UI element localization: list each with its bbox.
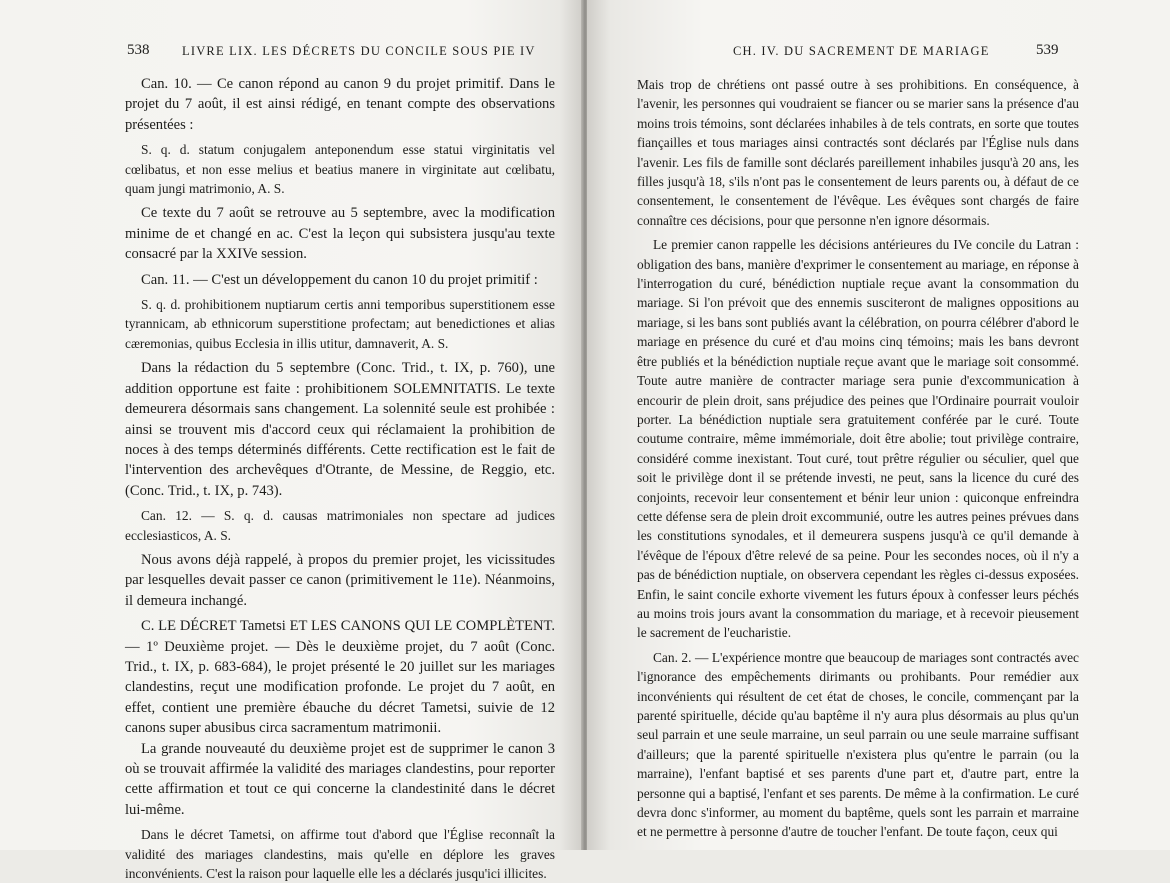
paragraph: Dans le décret Tametsi, on affirme tout d'abord que l'Église reconnaît la validité des mariages clandestins, mais qu'elle en déplore les graves inconvénients. C'est la raison pour laquelle elle les a déclarés jusqu'ici illicites. xyxy=(125,827,555,882)
paragraph: Can. 2. — L'expérience montre que beaucoup de mariages sont contractés avec l'ignorance des empêchements dirimants ou prohibants. Pour remédier aux inconvénients qui résultent de cet état de choses, le concile, commençant par la parenté spirituelle, décide qu'au baptême il n'y aura plus désormais au plus qu'un seul parrain et une seule marraine, un seul parrain ou une seule marraine suffisant d'ailleurs; que la parenté spirituelle n'existera plus qu'entre le parrain (ou la marraine), l'enfant baptisé et ses parents d'une part et, d'autre part, entre la personne qui a baptisé, l'enfant et ses parents. De même à la confirmation. Le curé devra donc s'informer, au moment du baptême, quels sont les parrain et marraine et ne permettre à personne d'autre de toucher l'enfant. De toute façon, ceux qui xyxy=(637,649,1079,840)
paragraph: Ce texte du 7 août se retrouve au 5 septembre, avec la modification minime de et changé en ac. C'est la leçon qui subsistera jusqu'au texte consacré par la XXIVe session. xyxy=(125,205,555,263)
left-page xyxy=(0,0,583,882)
page-number: 539 xyxy=(1036,42,1059,58)
latin-canon-text: S. q. d. prohibitionem nuptiarum certis anni temporibus superstitionem esse tyrannicam, ab ethnicorum superstitione profectam; aut benedictiones et alias cæremonias, quibus Ecclesia in illis utitur, damnaverit, A. S. xyxy=(125,297,555,351)
paragraph: Mais trop de chrétiens ont passé outre à ses prohibitions. En conséquence, à l'avenir, les personnes qui voudraient se fiancer ou se marier sans la présence d'au moins trois témoins, sont déclarées inhabiles à de tels contrats, en sorte que toutes fiançailles et tous mariages ainsi contractés sont déclarés par l'Église nuls dans l'avenir. Les fils de famille sont déclarés pareillement inhabiles jusqu'à 20 ans, les filles jusqu'à 18, s'ils n'ont pas le consentement de leurs parents ou, à défaut de ce consentement, le consentement de l'évêque. Les évêques sont chargés de faire connaître ces décisions, pour que personne n'en ignore désormais. xyxy=(637,77,1079,228)
paragraph: Nous avons déjà rappelé, à propos du premier projet, les vicissitudes par lesquelles devait passer ce canon (primitivement le 11e). Néanmoins, il demeura inchangé. xyxy=(125,551,555,609)
latin-canon-text: S. q. d. statum conjugalem anteponendum esse statui virginitatis vel cœlibatus, et non esse melius et beatius manere in virginitate aut cœlibatu, quam jungi matrimonio, A. S. xyxy=(125,142,555,197)
paragraph: Le premier canon rappelle les décisions antérieures du IVe concile du Latran : obligation des bans, manière d'exprimer le consentement au mariage, en réponse à l'interrogation du curé, bénédiction nuptiale reçue avant la consommation du mariage. Si l'on prévoit que des ennemis susciteront de malignes oppositions au mariage, si les bans sont publiés avant la célébration, on pourra célébrer d'abord le mariage en présence du curé et d'au moins cinq témoins; mais les bans devront être publiés et la bénédiction nuptiale reçue avant que le mariage soit consommé. Toute autre manière de contracter mariage sera punie d'excommunication à encourir de plein droit, sans préjudice des peines que l'Ordinaire pourrait vouloir porter. La bénédiction nuptiale sera gratuitement conférée par le curé. Toute coutume contraire, même immémoriale, doit être abolie; tout privilège contraire, considéré comme inexistant. Tout curé, tout prêtre régulier ou séculier, quel que soit le privilège dont il se prétende investi, ne peut, sans la licence du curé des conjoints, recevoir leur consentement et bénir leur union : quiconque enfreindra cette défense sera de plein droit excommunié, outre les autres peines prévues dans les constitutions synodales, et il demeurera suspens jusqu'à ce qu'il demande à l'évêque de l'époux d'être relevé de sa peine. Pour les secondes noces, où il n'y a pas de bénédiction nuptiale, on observera cependant les règles ci-dessus exposées. Enfin, le saint concile exhorte vivement les futurs époux à confesser leurs péchés au moins trois jours avant la consommation du mariage, et à recevoir pieusement le sacrement de l'eucharistie. xyxy=(637,237,1079,641)
paragraph: Dans la rédaction du 5 septembre (Conc. Trid., t. IX, p. 760), une addition opportune est faite : prohibitionem SOLEMNITATIS. Le texte demeurera désormais sans changement. La solennité seule est prohibée : ainsi se trouvent mis d'accord ceux qui réclamaient la prohibition de noces à des temps déterminés différents. Cette rectification est le fait de l'intervention des archevêques d'Otrante, de Messine, de Reggio, etc. (Conc. Trid., t. IX, p. 743). xyxy=(125,360,555,499)
page-number: 538 xyxy=(127,42,150,58)
paragraph: Can. 10. — Ce canon répond au canon 9 du projet primitif. Dans le projet du 7 août, il est ainsi rédigé, en tenant compte des observations présentées : xyxy=(125,76,555,133)
running-head: LIVRE LIX. LES DÉCRETS DU CONCILE SOUS PIE IV xyxy=(182,44,536,58)
section-heading-paragraph: C. LE DÉCRET Tametsi ET LES CANONS QUI LE COMPLÈTENT. — 1º Deuxième projet. — Dès le deuxième projet, du 7 août (Conc. Trid., t. IX, p. 683-684), le projet présenté le 20 juillet sur les mariages clandestins, reçut une modification profonde. Le projet du 7 août, en effet, contient une première ébauche du décret Tametsi, suivie de 12 canons super abusibus circa sacramentum matrimonii. xyxy=(125,618,555,737)
page-body xyxy=(125,74,555,883)
paragraph: Can. 11. — C'est un développement du canon 10 du projet primitif : xyxy=(141,271,538,288)
page-body xyxy=(637,75,1079,842)
right-page xyxy=(587,0,1170,850)
latin-canon-text: Can. 12. — S. q. d. causas matrimoniales non spectare ad judices ecclesiasticos, A. S. xyxy=(125,508,555,543)
running-head: CH. IV. DU SACREMENT DE MARIAGE xyxy=(733,44,990,58)
paragraph: La grande nouveauté du deuxième projet est de supprimer le canon 3 où se trouvait affirmée la validité des mariages clandestins, pour reporter cette affirmation et tout ce qui concerne la clandestinité dans le décret lui-même. xyxy=(125,740,555,818)
